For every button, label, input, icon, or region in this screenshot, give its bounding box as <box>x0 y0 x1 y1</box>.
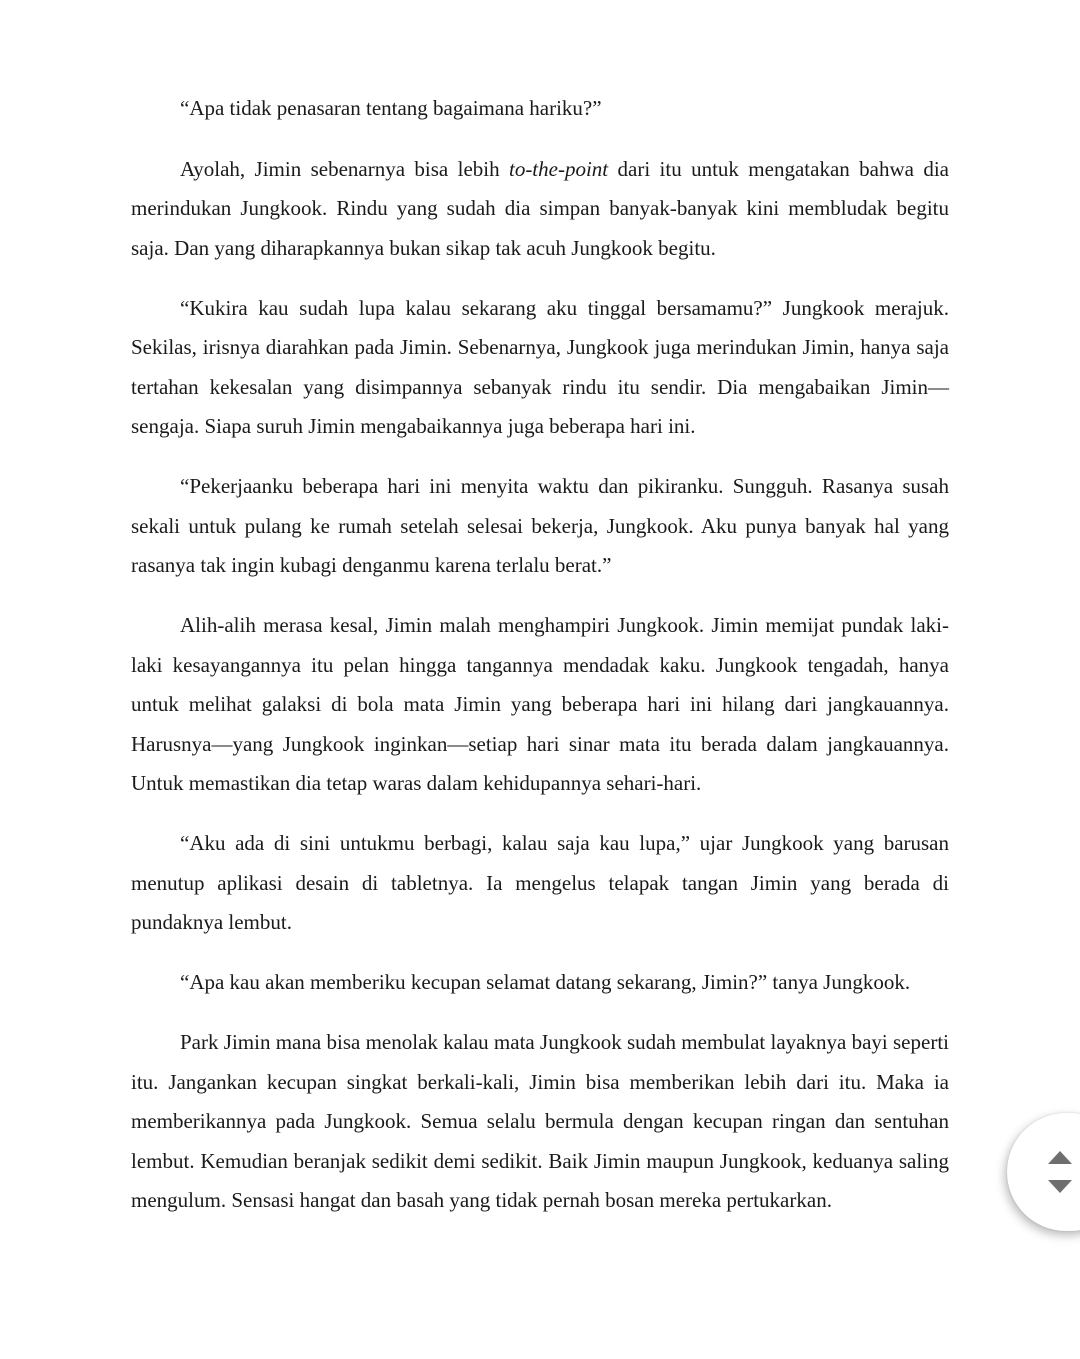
paragraph-3: “Kukira kau sudah lupa kalau sekarang aku tinggal bersamamu?” Jungkook merajuk. Sekilas, irisnya diarahkan pada Jimin. Sebenarnya, Jungkook juga merindukan Jimin, hanya saja tertahan kekesalan yang disimpannya sebanyak rindu itu sendir. Dia mengabaikan Jimin—sengaja. Siapa suruh Jimin mengabaikannya juga beberapa hari ini. <box>131 295 949 438</box>
chevron-down-icon <box>1048 1180 1072 1193</box>
paragraph-2-part-2: dari itu untuk mengatakan bahwa dia merindukan Jungkook. Rindu yang sudah dia simpan banyak-banyak kini membludak begitu saja. Dan yang diharapkannya bukan sikap tak acuh Jungkook begitu. <box>131 156 949 260</box>
scroll-up-button[interactable] <box>1045 1147 1075 1169</box>
paragraph-2-part-1: Ayolah, Jimin sebenarnya bisa lebih <box>180 156 509 181</box>
chevron-up-icon <box>1048 1151 1072 1164</box>
paragraph-6: “Aku ada di sini untukmu berbagi, kalau saja kau lupa,” ujar Jungkook yang barusan menutup aplikasi desain di tabletnya. Ia mengelus telapak tangan Jimin yang berada di pundaknya lembut. <box>131 831 949 934</box>
paragraph-4: “Pekerjaanku beberapa hari ini menyita waktu dan pikiranku. Sungguh. Rasanya susah sekali untuk pulang ke rumah setelah selesai bekerja, Jungkook. Aku punya banyak hal yang rasanya tak ingin kubagi denganmu karena terlalu berat.” <box>131 474 949 577</box>
paragraph-5: Alih-alih merasa kesal, Jimin malah menghampiri Jungkook. Jimin memijat pundak laki-laki kesayangannya itu pelan hingga tangannya mendadak kaku. Jungkook tengadah, hanya untuk melihat galaksi di bola mata Jimin yang beberapa hari ini hilang dari jangkauannya. Harusnya—yang Jungkook inginkan—setiap hari sinar mata itu berada dalam jangkauannya. Untuk memastikan dia tetap waras dalam kehidupannya sehari-hari. <box>131 613 949 795</box>
page-scroll-control <box>1007 1113 1080 1231</box>
paragraph-7: “Apa kau akan memberiku kecupan selamat datang sekarang, Jimin?” tanya Jungkook. <box>180 970 911 994</box>
scroll-down-button[interactable] <box>1045 1176 1075 1198</box>
paragraph-2 <box>131 150 949 269</box>
document-body <box>131 89 949 1241</box>
paragraph-1: “Apa tidak penasaran tentang bagaimana hariku?” <box>180 96 602 120</box>
paragraph-8: Park Jimin mana bisa menolak kalau mata Jungkook sudah membulat layaknya bayi seperti itu. Jangankan kecupan singkat berkali-kali, Jimin bisa memberikan lebih dari itu. Maka ia memberikannya pada Jungkook. Semua selalu bermula dengan kecupan ringan dan sentuhan lembut. Kemudian beranjak sedikit demi sedikit. Baik Jimin maupun Jungkook, keduanya saling mengulum. Sensasi hangat dan basah yang tidak pernah bosan mereka pertukarkan. <box>131 1030 949 1212</box>
paragraph-2-italic: to-the-point <box>508 156 609 181</box>
